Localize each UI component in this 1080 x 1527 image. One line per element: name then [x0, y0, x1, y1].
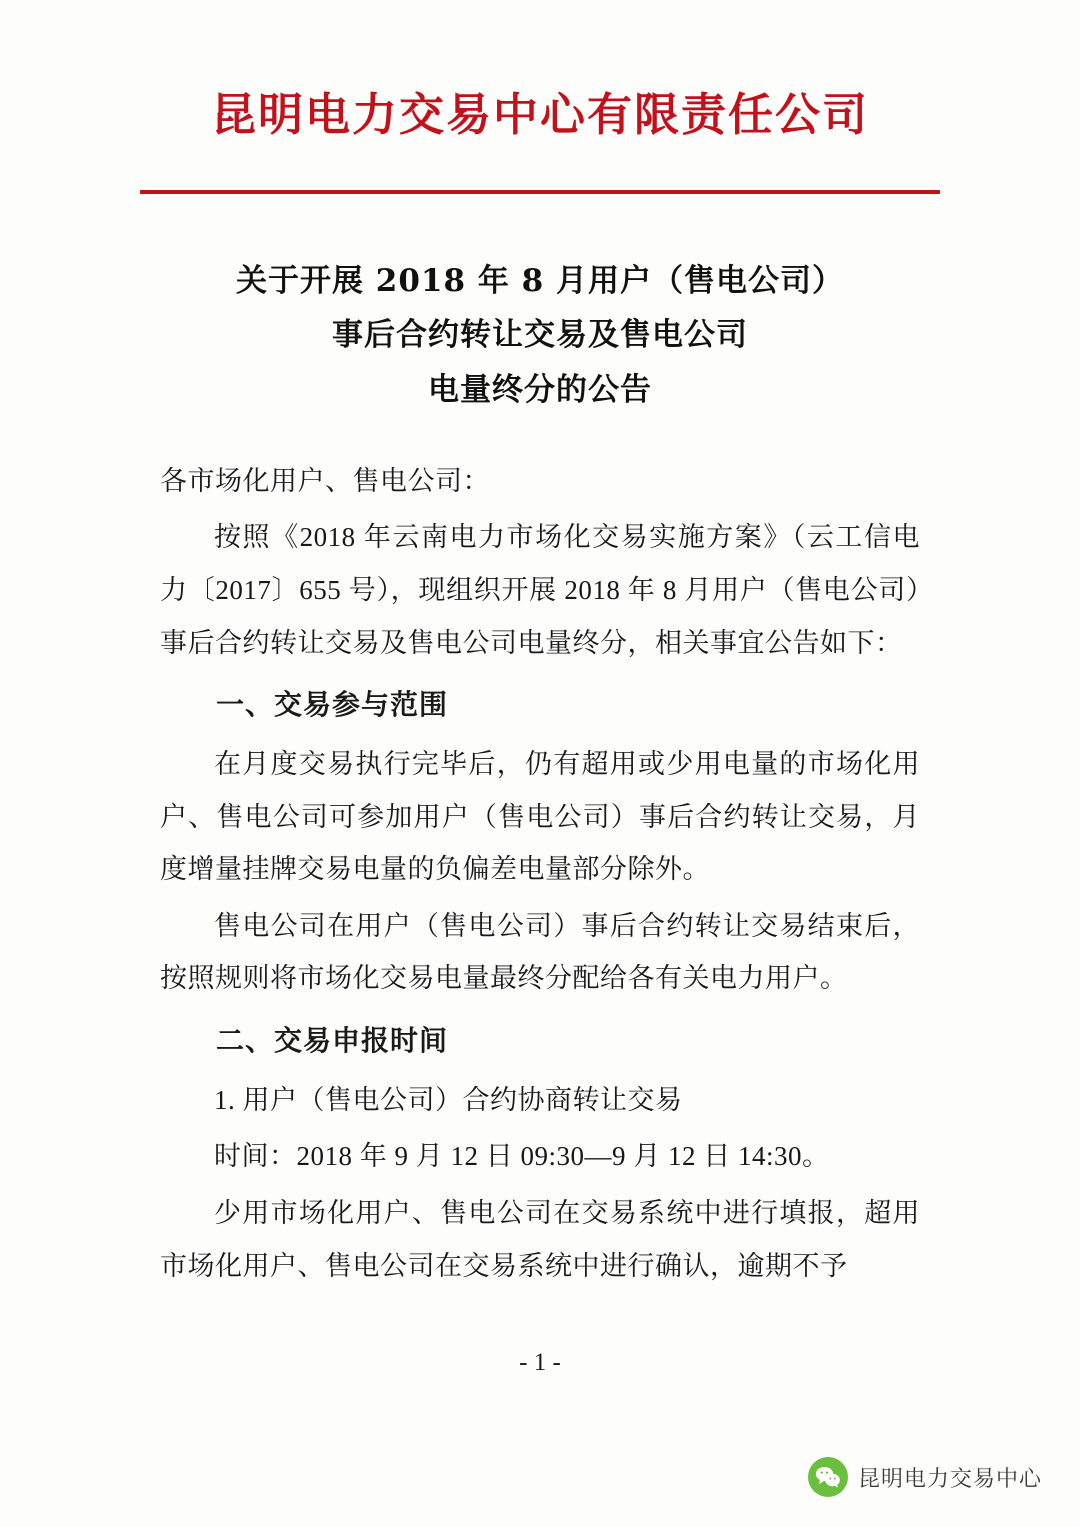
section-1-paragraph-1: 在月度交易执行完毕后，仍有超用或少用电量的市场化用户、售电公司可参加用户（售电公司）事后合约转让交易，月度增量挂牌交易电量的负偏差电量部分除外。: [160, 748, 920, 885]
document-body: [160, 455, 920, 1293]
section-heading-1: 一、交易参与范围: [216, 690, 449, 722]
document-title-line-1: 关于开展 2018 年 8 月用户（售电公司）: [235, 263, 845, 299]
section-2-paragraph-3: 少用市场化用户、售电公司在交易系统中进行填报，超用市场化用户、售电公司在交易系统中进行确认，逾期不予: [160, 1197, 920, 1281]
letterhead-divider: [140, 190, 940, 194]
wechat-account-badge[interactable]: [808, 1457, 1042, 1497]
salutation: 各市场化用户、售电公司：: [160, 465, 490, 496]
wechat-icon: [808, 1457, 848, 1497]
section-2-paragraph-2: 时间：2018 年 9 月 12 日 09:30—9 月 12 日 14:30。: [214, 1141, 830, 1172]
section-2-paragraph-1: 1. 用户（售电公司）合约协商转让交易: [214, 1084, 683, 1115]
intro-paragraph: 按照《2018 年云南电力市场化交易实施方案》（云工信电力〔2017〕655 号），现组织开展 2018 年 8 月用户（售电公司）事后合约转让交易及售电公司电量终分，相关事宜公告如下：: [160, 522, 920, 658]
letterhead: [0, 0, 1080, 194]
document-title-line-3: 电量终分的公告: [428, 371, 652, 408]
document-title: [0, 254, 1080, 417]
section-heading-2: 二、交易申报时间: [216, 1026, 449, 1058]
section-1-paragraph-2: 售电公司在用户（售电公司）事后合约转让交易结束后，按照规则将市场化交易电量最终分配给各有关电力用户。: [160, 910, 920, 994]
wechat-account-name: 昆明电力交易中心: [857, 1465, 1042, 1491]
organization-title: 昆明电力交易中心有限责任公司: [210, 88, 869, 141]
document-title-line-2: 事后合约转让交易及售电公司: [332, 317, 748, 354]
page-number: - 1 -: [519, 1349, 561, 1376]
